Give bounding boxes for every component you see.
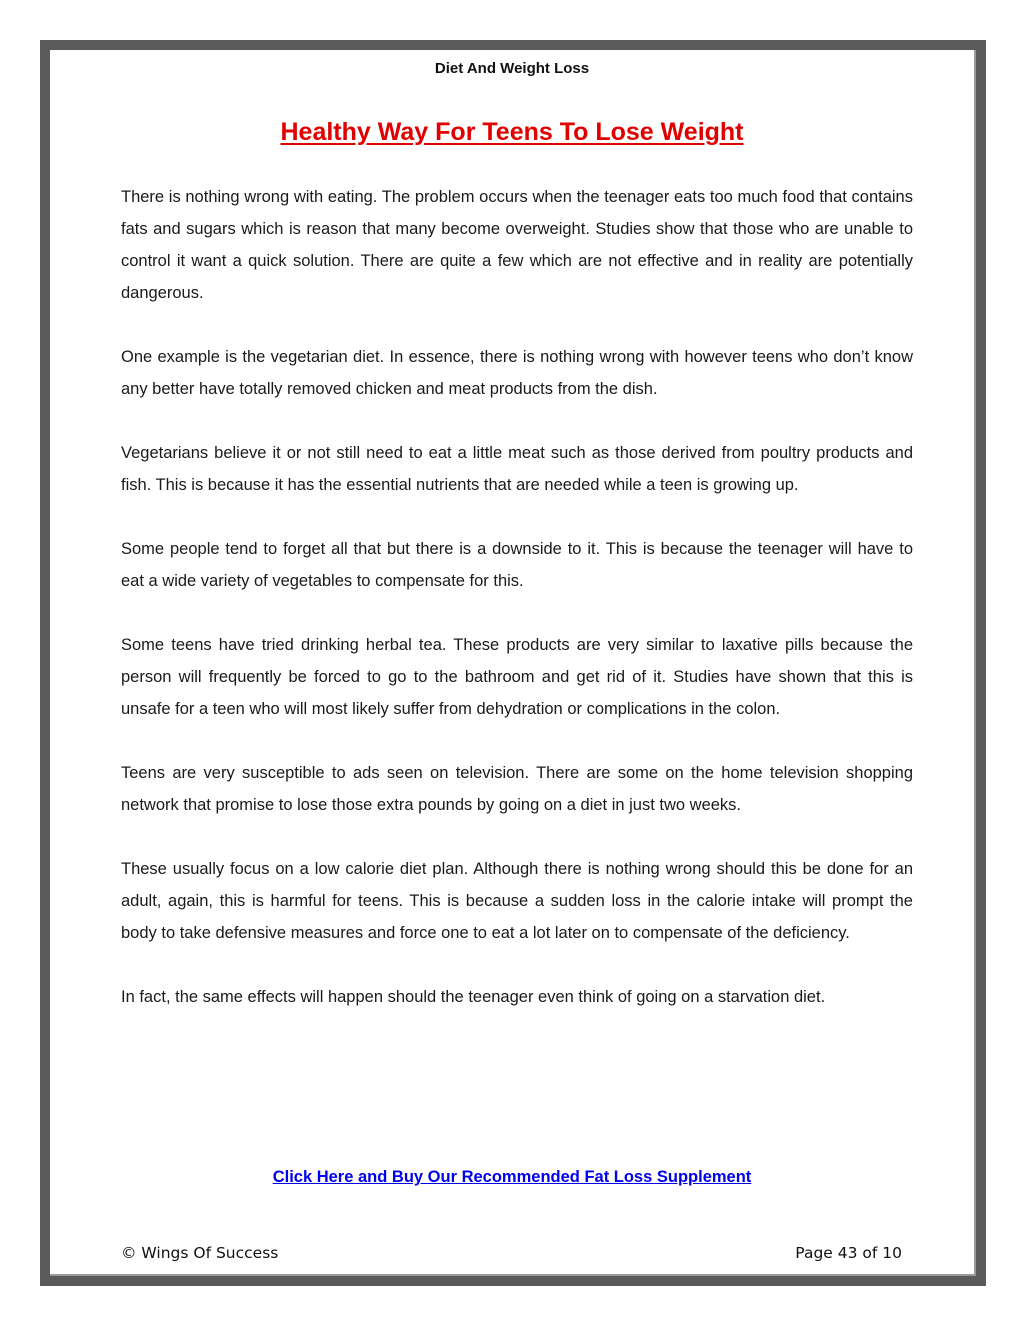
page-footer — [121, 1244, 902, 1262]
footer-page-number: Page 43 of 10 — [795, 1244, 902, 1262]
paragraph-5: Some teens have tried drinking herbal tea. These products are very similar to laxative pills because the person will frequently be forced to go to the bathroom and get rid of it. Studies have shown that this is unsafe for a teen who will most likely suffer from dehydration or complications in the colon. — [121, 636, 913, 718]
paragraph-3: Vegetarians believe it or not still need to eat a little meat such as those derived from poultry products and fish. This is because it has the essential nutrients that are needed while a teen is growing up. — [121, 444, 913, 494]
paragraph-2: One example is the vegetarian diet. In essence, there is nothing wrong with however teens who don’t know any better have totally removed chicken and meat products from the dish. — [121, 348, 913, 398]
page-title: Healthy Way For Teens To Lose Weight — [280, 118, 744, 146]
footer-copyright: © Wings Of Success — [121, 1244, 279, 1262]
buy-supplement-link[interactable]: Click Here and Buy Our Recommended Fat Loss Supplement — [272, 1168, 752, 1186]
paragraph-6: Teens are very susceptible to ads seen on television. There are some on the home television shopping network that promise to lose those extra pounds by going on a diet in just two weeks. — [121, 764, 913, 814]
running-header: Diet And Weight Loss — [434, 60, 590, 77]
article-body — [121, 181, 913, 1045]
paragraph-8: In fact, the same effects will happen should the teenager even think of going on a starvation diet. — [121, 988, 826, 1006]
paragraph-7: These usually focus on a low calorie diet plan. Although there is nothing wrong should this be done for an adult, again, this is harmful for teens. This is because a sudden loss in the calorie intake will prompt the body to take defensive measures and force one to eat a lot later on to compensate of the deficiency. — [121, 860, 913, 942]
paragraph-4: Some people tend to forget all that but there is a downside to it. This is because the teenager will have to eat a wide variety of vegetables to compensate for this. — [121, 540, 913, 590]
paragraph-1: There is nothing wrong with eating. The problem occurs when the teenager eats too much food that contains fats and sugars which is reason that many become overweight. Studies show that those who are unable to control it want a quick solution. There are quite a few which are not effective and in reality are potentially dangerous. — [121, 188, 913, 302]
